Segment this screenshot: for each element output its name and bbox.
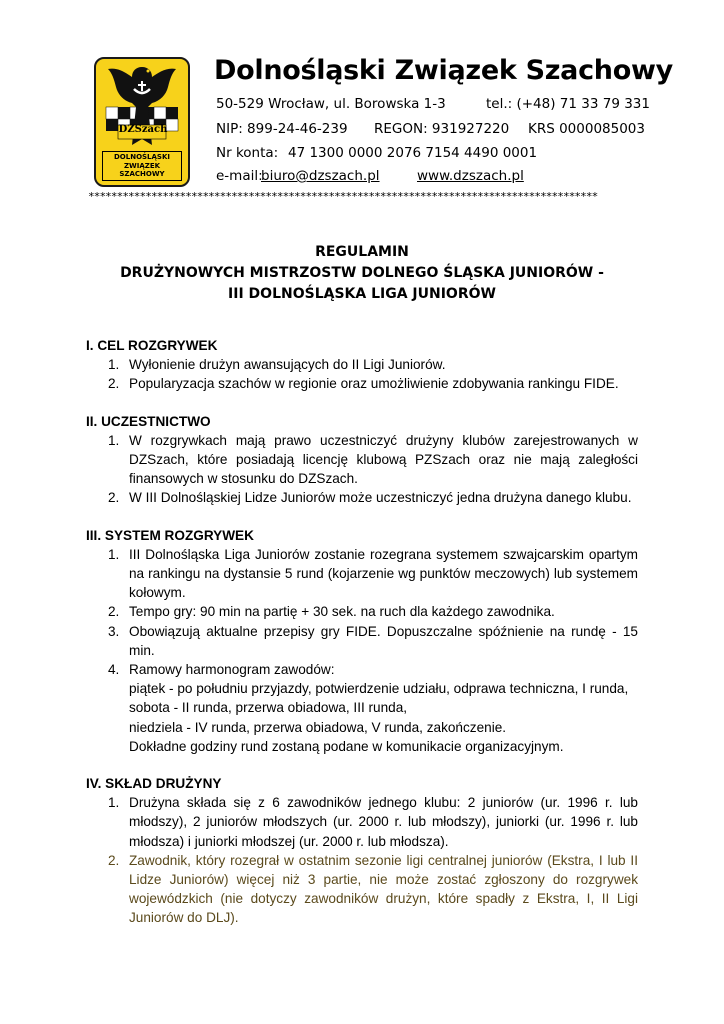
item-number: 2. [108,376,120,392]
header-separator: ***************************************************************************************** [88,190,598,203]
item-text: Drużyna składa się z 6 zawodników jednego klubu: 2 juniorów (ur. 1996 r. lub młodszy), 2 juniorów młodszych (ur. 2000 r. lub młodszy), juniorki (ur. 1996 r. lub młodsza) i juniorki młodszej (ur. 2000 r. lub młodsza). [129,795,638,849]
section-heading: I. CEL ROZGRYWEK [86,338,218,353]
item-number: 1. [108,795,120,811]
logo-caption-line: DOLNOŚLĄSKI [113,153,171,161]
list-item [86,374,638,393]
list-item [86,355,638,374]
item-number: 1. [108,357,120,373]
item-number: 2. [108,490,120,506]
list-item [86,545,638,603]
item-text: Obowiązują aktualne przepisy gry FIDE. Dopuszczalne spóźnienie na rundę - 15 min. [129,623,638,658]
section-team [86,774,638,928]
account-number: 47 1300 0000 2076 7154 4490 0001 [288,145,538,161]
logo-badge-text: DZSzach [118,124,168,135]
list-item [86,622,638,660]
regon: REGON: 931927220 [374,121,510,137]
logo-caption-line: SZACHOWY [119,170,165,178]
item-text: Popularyzacja szachów w regionie oraz umożliwienie zdobywania rankingu FIDE. [129,376,619,392]
item-text: Ramowy harmonogram zawodów: [129,662,335,678]
item-text: III Dolnośląska Liga Juniorów zostanie rozegrana systemem szwajcarskim opartym na rankingu na dystansie 5 rund (kojarzenie wg punktów meczowych) lub systemem kołowym. [129,546,638,601]
section-heading: IV. SKŁAD DRUŻYNY [86,776,222,792]
krs: KRS 0000085003 [528,121,645,137]
title-line: III DOLNOŚLĄSKA LIGA JUNIORÓW [228,286,496,302]
schedule-line: sobota - II runda, przerwa obiadowa, III runda, [129,700,408,716]
item-number: 1. [108,432,120,448]
title-line: DRUŻYNOWYCH MISTRZOSTW DOLNEGO ŚLĄSKA JUNIORÓW - [120,265,604,281]
document-body [86,336,638,946]
phone: tel.: (+48) 71 33 79 331 [486,96,650,112]
item-text: W rozgrywkach mają prawo uczestniczyć drużyny klubów zarejestrowanych w DZSzach, które posiadają licencję klubową PZSzach oraz nie mają zaległości finansowych w stosunku do DZSzach. [129,432,638,487]
item-text: Zawodnik, który rozegrał w ostatnim sezonie ligi centralnej juniorów (Ekstra, I lub II Lidze Juniorów) więcej niż 3 partie, nie może zostać zgłoszony do rozgrywek wojewódzkich (nie dotyczy zawodników drużyn, które spadły z Ekstra, I, II Ligi Juniorów do DLJ). [129,852,638,926]
list-item [86,488,638,507]
email-label: e-mail: [216,168,263,184]
item-number: 3. [108,623,120,639]
item-number: 2. [108,604,120,620]
item-text: Tempo gry: 90 min na partię + 30 sek. na ruch dla każdego zawodnika. [129,604,555,620]
section-goal [86,336,638,394]
dzszach-logo [94,57,190,187]
address: 50-529 Wrocław, ul. Borowska 1-3 [216,96,446,112]
schedule-line: niedziela - IV runda, przerwa obiadowa, V runda, zakończenie. [129,719,507,735]
account-label: Nr konta: [216,145,279,161]
section-system [86,526,638,756]
section-participation [86,412,638,508]
item-number: 4. [108,662,120,678]
nip: NIP: 899-24-46-239 [216,121,348,137]
schedule-line: piątek - po południu przyjazdy, potwierdzenie udziału, odprawa techniczna, I runda, [129,681,629,697]
item-number: 2. [108,852,120,868]
list-item [86,431,638,489]
list-item [86,851,638,928]
schedule-line: Dokładne godziny rund zostaną podane w komunikacie organizacyjnym. [129,738,564,754]
email-link[interactable]: biuro@dzszach.pl [261,168,380,184]
organization-name: Dolnośląski Związek Szachowy [214,55,673,86]
list-item [86,602,638,621]
list-item [86,660,638,756]
section-heading: II. UCZESTNICTWO [86,413,211,429]
title-line: REGULAMIN [315,244,409,260]
document-title [0,242,724,305]
website-link[interactable]: www.dzszach.pl [417,168,524,184]
logo-caption [102,151,182,181]
item-number: 1. [108,546,120,562]
section-heading: III. SYSTEM ROZGRYWEK [86,527,254,543]
item-text: W III Dolnośląskiej Lidze Juniorów może uczestniczyć jedna drużyna danego klubu. [129,490,632,506]
logo-caption-line: ZWIĄZEK [123,161,161,170]
list-item [86,793,638,851]
item-text: Wyłonienie drużyn awansujących do II Ligi Juniorów. [129,357,446,373]
